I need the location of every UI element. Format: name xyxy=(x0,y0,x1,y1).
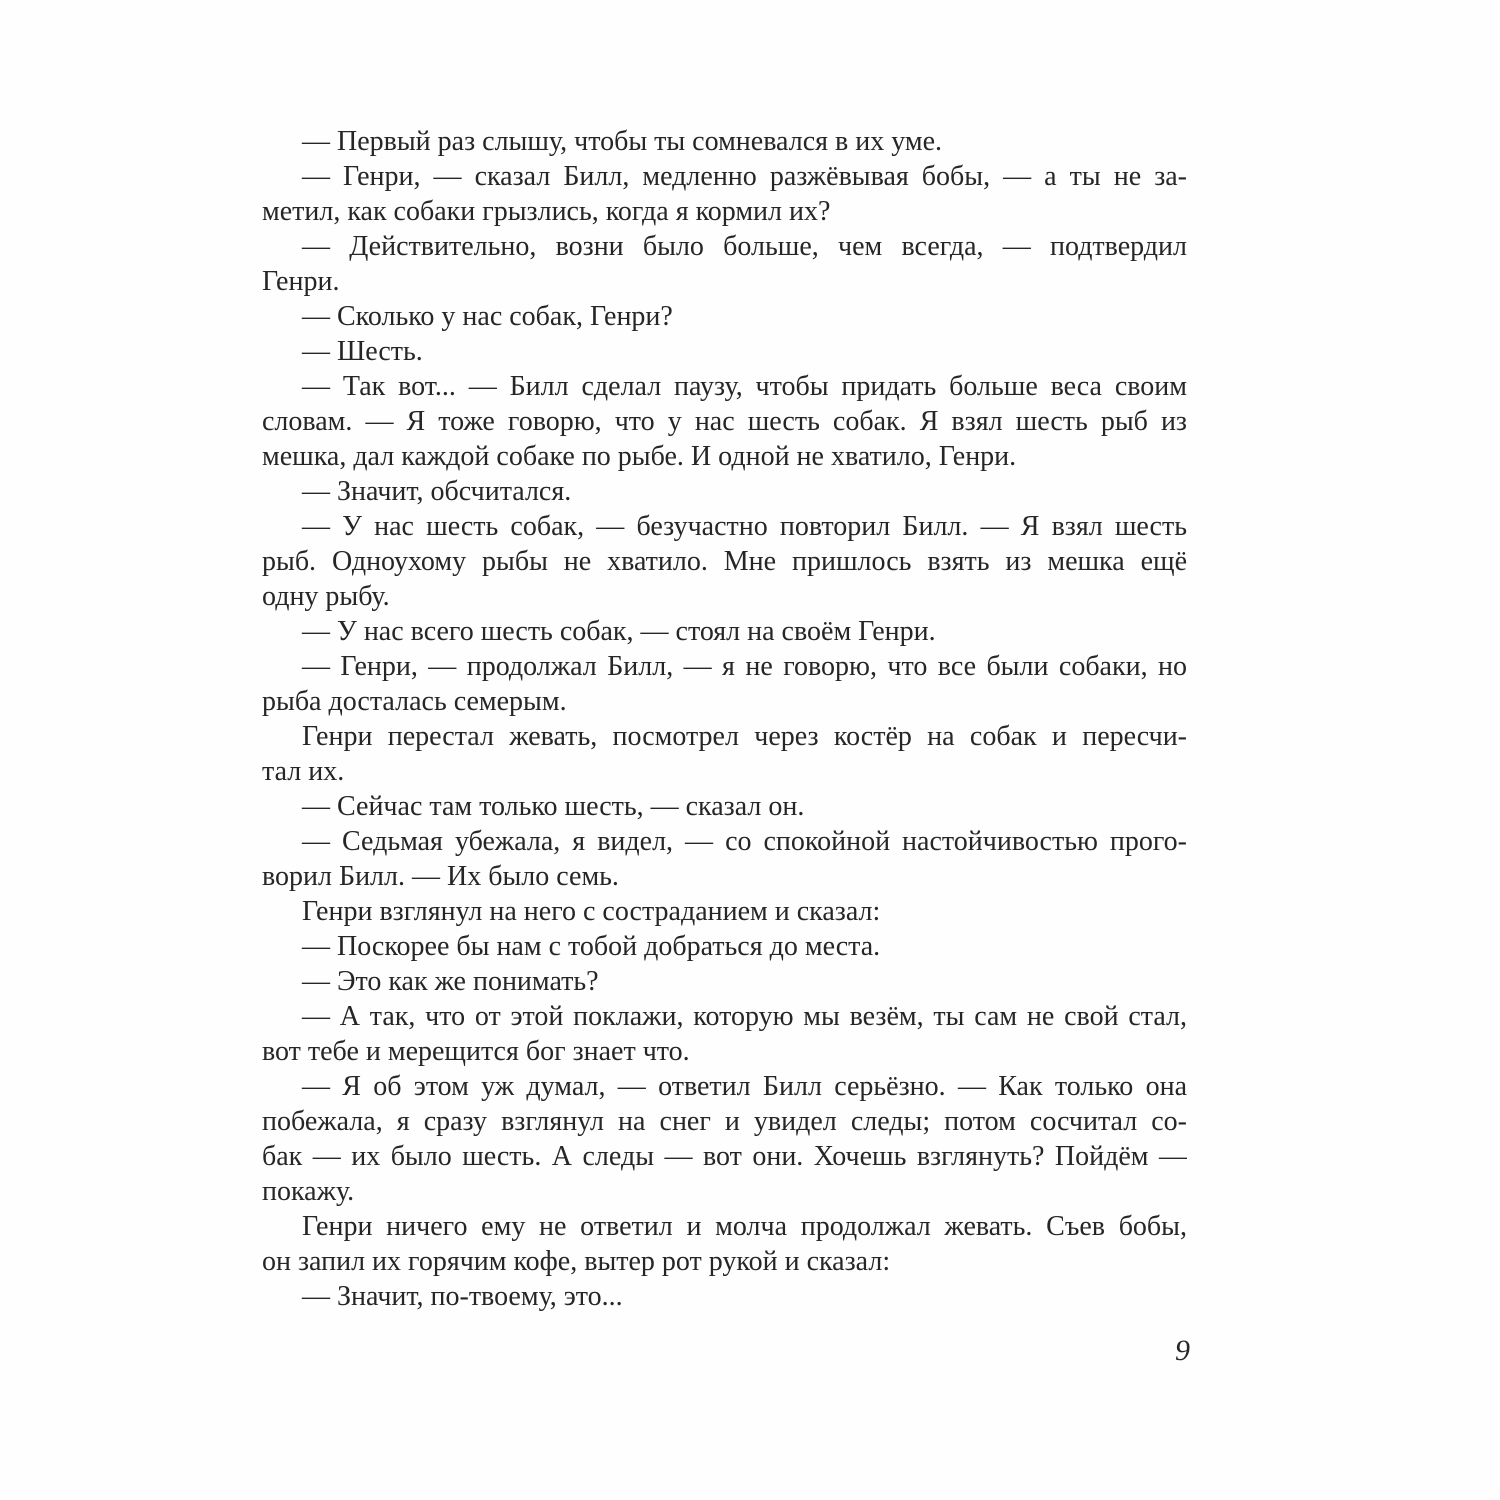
text-line: — Поскорее бы нам с тобой добраться до места. xyxy=(302,931,881,962)
text-line: — Так вот... — Билл сделал паузу, чтобы придать больше веса своим xyxy=(302,371,1187,402)
text-line: словам. — Я тоже говорю, что у нас шесть собак. Я взял шесть рыб из xyxy=(262,406,1187,437)
text-line: бак — их было шесть. А следы — вот они. Хочешь взглянуть? Пойдём — xyxy=(262,1141,1187,1172)
text-line: — Генри, — сказал Билл, медленно разжёвывая бобы, — а ты не за- xyxy=(302,161,1187,192)
text-line: покажу. xyxy=(262,1176,355,1207)
text-line: — Сейчас там только шесть, — сказал он. xyxy=(302,791,805,822)
text-line: тал их. xyxy=(262,756,345,787)
text-line: — Первый раз слышу, чтобы ты сомневался в их уме. xyxy=(302,126,942,157)
text-line: — Это как же понимать? xyxy=(302,966,599,997)
text-line: — Генри, — продолжал Билл, — я не говорю, что все были собаки, но xyxy=(302,651,1187,682)
text-line: — Я об этом уж думал, — ответил Билл серьёзно. — Как только она xyxy=(302,1071,1187,1102)
text-line: рыба досталась семерым. xyxy=(262,686,567,717)
text-line: — Сколько у нас собак, Генри? xyxy=(302,301,673,332)
text-line: Генри перестал жевать, посмотрел через костёр на собак и пересчи- xyxy=(302,721,1187,752)
text-line: — У нас шесть собак, — безучастно повторил Билл. — Я взял шесть xyxy=(302,511,1187,542)
text-line: одну рыбу. xyxy=(262,581,390,612)
text-line: метил, как собаки грызлись, когда я кормил их? xyxy=(262,196,831,227)
page-text xyxy=(262,124,1187,1314)
text-line: — Значит, по-твоему, это... xyxy=(302,1281,623,1312)
text-line: — А так, что от этой поклажи, которую мы везём, ты сам не свой стал, xyxy=(302,1001,1187,1032)
text-line: — Значит, обсчитался. xyxy=(302,476,572,507)
text-line: — Шесть. xyxy=(302,336,423,367)
text-line: мешка, дал каждой собаке по рыбе. И одной не хватило, Генри. xyxy=(262,441,1017,472)
text-line: Генри. xyxy=(262,266,340,297)
text-line: Генри взглянул на него с состраданием и сказал: xyxy=(302,896,881,927)
text-line: ворил Билл. — Их было семь. xyxy=(262,861,619,892)
text-line: — Действительно, возни было больше, чем всегда, — подтвердил xyxy=(302,231,1187,262)
text-line: вот тебе и мерещится бог знает что. xyxy=(262,1036,690,1067)
text-line: рыб. Одноухому рыбы не хватило. Мне пришлось взять из мешка ещё xyxy=(262,546,1187,577)
text-line: — Седьмая убежала, я видел, — со спокойной настойчивостью прого- xyxy=(302,826,1187,857)
text-line: он запил их горячим кофе, вытер рот рукой и сказал: xyxy=(262,1246,891,1277)
page-number: 9 xyxy=(1175,1334,1190,1367)
text-line: Генри ничего ему не ответил и молча продолжал жевать. Съев бобы, xyxy=(302,1211,1187,1242)
text-line: — У нас всего шесть собак, — стоял на своём Генри. xyxy=(302,616,936,647)
text-line: побежала, я сразу взглянул на снег и увидел следы; потом сосчитал со- xyxy=(262,1106,1187,1137)
